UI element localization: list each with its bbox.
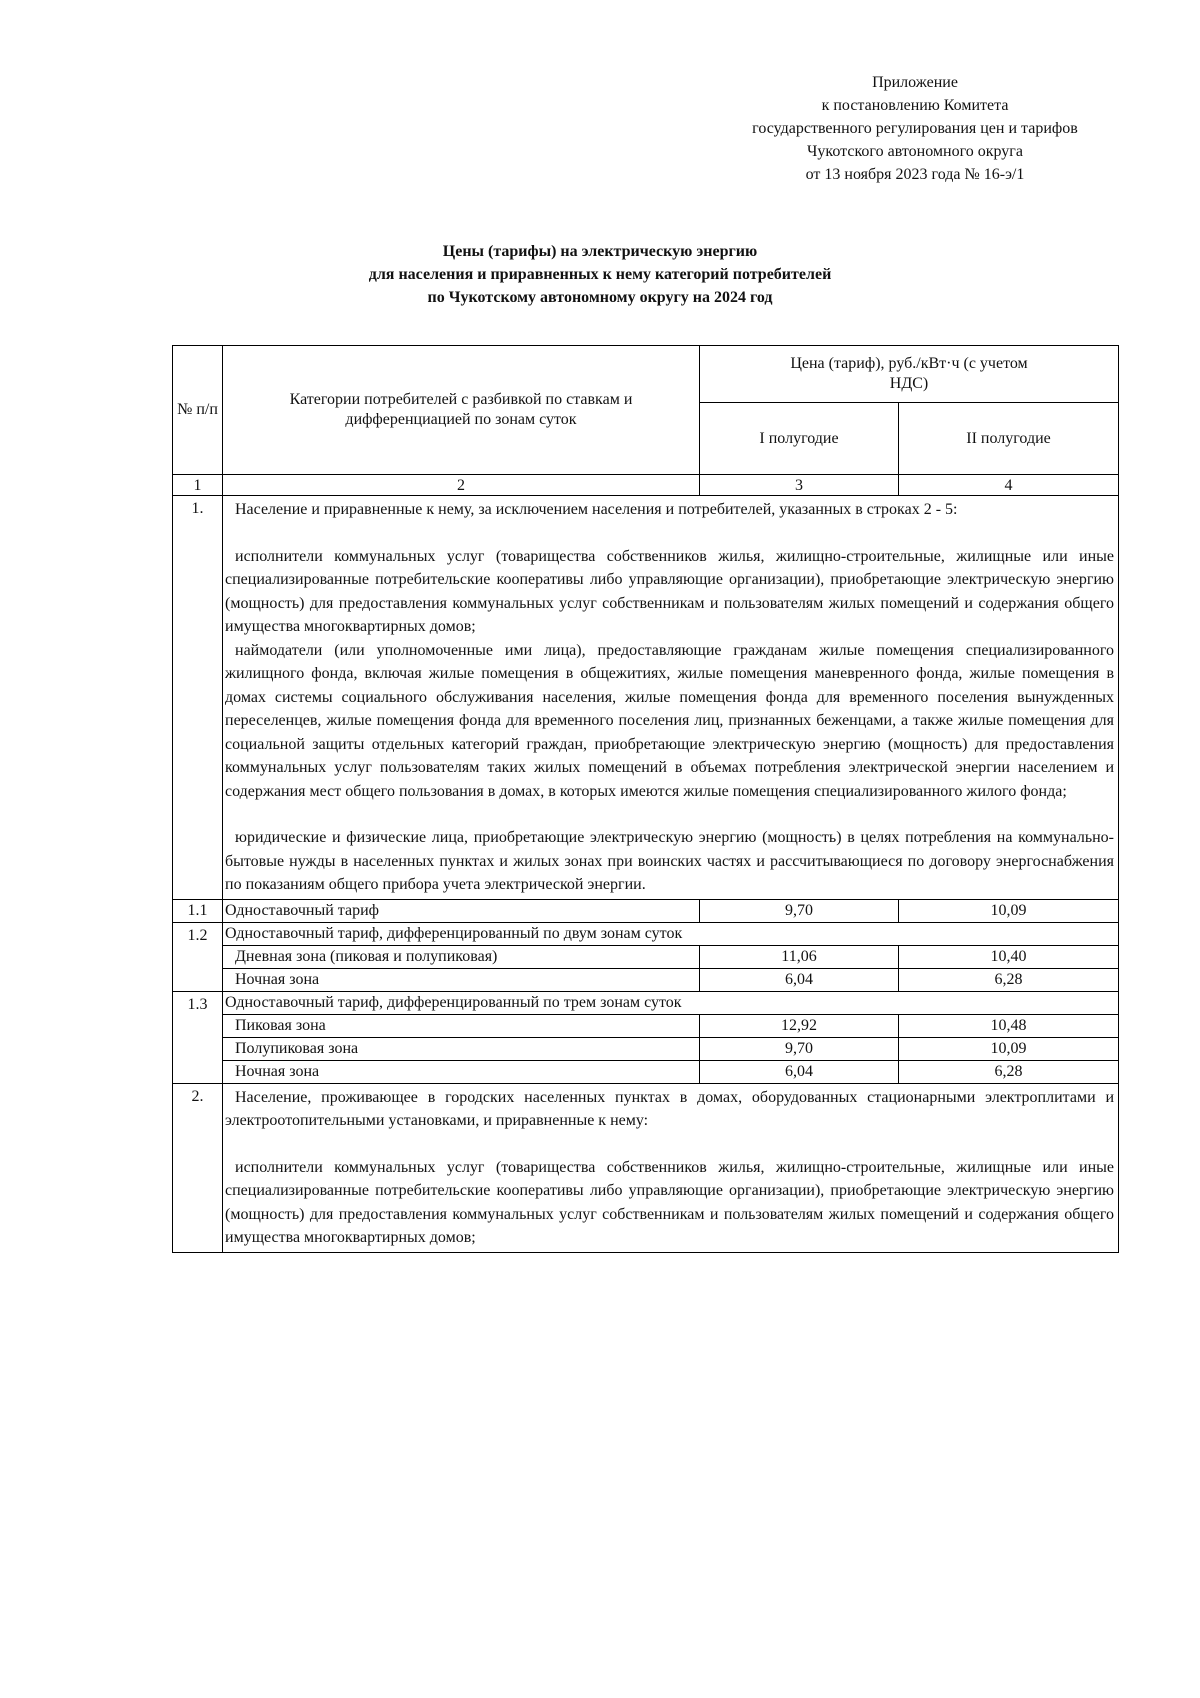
value-half1: 6,04 — [700, 1060, 899, 1083]
zone-label: Пиковая зона — [223, 1014, 700, 1037]
value-half2: 6,28 — [899, 1060, 1119, 1083]
row-label: Одноставочный тариф — [223, 899, 700, 922]
section-1-text — [223, 496, 1119, 900]
title-line: для населения и приравненных к нему категорий потребителей — [368, 266, 832, 283]
value-half2: 10,40 — [899, 945, 1119, 968]
column-index: 3 — [700, 475, 899, 496]
zone-label: Ночная зона — [223, 1060, 700, 1083]
row-num: 1.2 — [173, 922, 223, 991]
section-2-intro: Население, проживающее в городских населенных пунктах в домах, оборудованных стационарными электроплитами и электроотопительными установками, и приравненные к нему: — [225, 1088, 1115, 1129]
table-row — [173, 899, 1119, 922]
section-1-row — [173, 496, 1119, 900]
section-2-text — [223, 1083, 1119, 1252]
value-half2: 10,09 — [899, 1037, 1119, 1060]
title-line: по Чукотскому автономному округу на 2024 год — [427, 289, 773, 306]
header-category: Категории потребителей с разбивкой по ставкам и дифференциацией по зонам суток — [223, 346, 700, 475]
header-half2: II полугодие — [899, 403, 1119, 475]
row-num: 1.3 — [173, 991, 223, 1083]
section-1-num: 1. — [173, 496, 223, 900]
appendix-line: к постановлению Комитета — [821, 97, 1009, 114]
header-price: Цена (тариф), руб./кВт·ч (с учетом НДС) — [700, 346, 1119, 403]
table-row — [173, 1014, 1119, 1037]
zone-label: Полупиковая зона — [223, 1037, 700, 1060]
value-half2: 10,48 — [899, 1014, 1119, 1037]
value-half1: 9,70 — [700, 899, 899, 922]
appendix-line: государственного регулирования цен и тарифов — [752, 120, 1078, 137]
zone-label: Ночная зона — [223, 968, 700, 991]
table-row — [173, 922, 1119, 945]
value-half2: 10,09 — [899, 899, 1119, 922]
column-index: 2 — [223, 475, 700, 496]
table-row — [173, 945, 1119, 968]
appendix-line: Приложение — [872, 74, 958, 91]
title-line: Цены (тарифы) на электрическую энергию — [442, 243, 758, 260]
appendix-date-line: от 13 ноября 2023 года № 16-э/1 — [805, 166, 1025, 183]
zone-label: Дневная зона (пиковая и полупиковая) — [223, 945, 700, 968]
section-1-paragraph: юридические и физические лица, приобретающие электрическую энергию (мощность) в целях потребления на коммунально-бытовые нужды в населенных пунктах и жилых зонах при воинских частях и рассчитывающиеся по договору энергоснабжения по показаниям общего прибора учета электрической энергии. — [225, 829, 1115, 893]
appendix-header — [700, 71, 1130, 186]
section-2-paragraph: исполнители коммунальных услуг (товарищества собственников жилья, жилищно-строительные, жилищные или иные специализированные потребительские кооперативы либо управляющие организации), приобретающие электрическую энергию (мощность) для предоставления коммунальных услуг собственникам и пользователям жилых помещений и содержания общего имущества многоквартирных домов; — [225, 1158, 1115, 1246]
section-1-paragraph: наймодатели (или уполномоченные ими лица), предоставляющие гражданам жилые помещения специализированного жилищного фонда, включая жилые помещения в общежитиях, жилые помещения маневренного фонда, жилые помещения в домах системы социального обслуживания населения, жилые помещения фонда для временного поселения вынужденных переселенцев, жилые помещения фонда для временного поселения лиц, признанных беженцами, а также жилые помещения для социальной защиты отдельных категорий граждан, приобретающие электрическую энергию (мощность) для предоставления коммунальных услуг пользователям таких жилых помещений в объемах потребления электрической энергии населением и содержания мест общего пользования в домах, в которых имеются жилые помещения специализированного жилого фонда; — [225, 641, 1115, 800]
header-num: № п/п — [173, 346, 223, 475]
table-row — [173, 1060, 1119, 1083]
section-2-num: 2. — [173, 1083, 223, 1252]
table-header-row — [173, 346, 1119, 403]
value-half2: 6,28 — [899, 968, 1119, 991]
value-half1: 9,70 — [700, 1037, 899, 1060]
appendix-line: Чукотского автономного округа — [807, 143, 1023, 160]
value-half1: 12,92 — [700, 1014, 899, 1037]
column-index: 4 — [899, 475, 1119, 496]
value-half1: 6,04 — [700, 968, 899, 991]
table-row — [173, 1037, 1119, 1060]
section-2-row — [173, 1083, 1119, 1252]
tariff-table — [172, 345, 1119, 1253]
table-row — [173, 991, 1119, 1014]
header-half1: I полугодие — [700, 403, 899, 475]
column-index: 1 — [173, 475, 223, 496]
document-title — [240, 240, 960, 309]
row-label: Одноставочный тариф, дифференцированный по двум зонам суток — [223, 922, 1119, 945]
section-1-intro: Население и приравненные к нему, за исключением населения и потребителей, указанных в строках 2 - 5: — [235, 501, 958, 518]
table-row — [173, 968, 1119, 991]
section-1-paragraph: исполнители коммунальных услуг (товарищества собственников жилья, жилищно-строительные, жилищные или иные специализированные потребительские кооперативы либо управляющие организации), приобретающие электрическую энергию (мощность) для предоставления коммунальных услуг собственникам и пользователям жилых помещений и содержания общего имущества многоквартирных домов; — [225, 547, 1115, 635]
row-label: Одноставочный тариф, дифференцированный по трем зонам суток — [223, 991, 1119, 1014]
row-num: 1.1 — [173, 899, 223, 922]
column-index-row — [173, 475, 1119, 496]
value-half1: 11,06 — [700, 945, 899, 968]
